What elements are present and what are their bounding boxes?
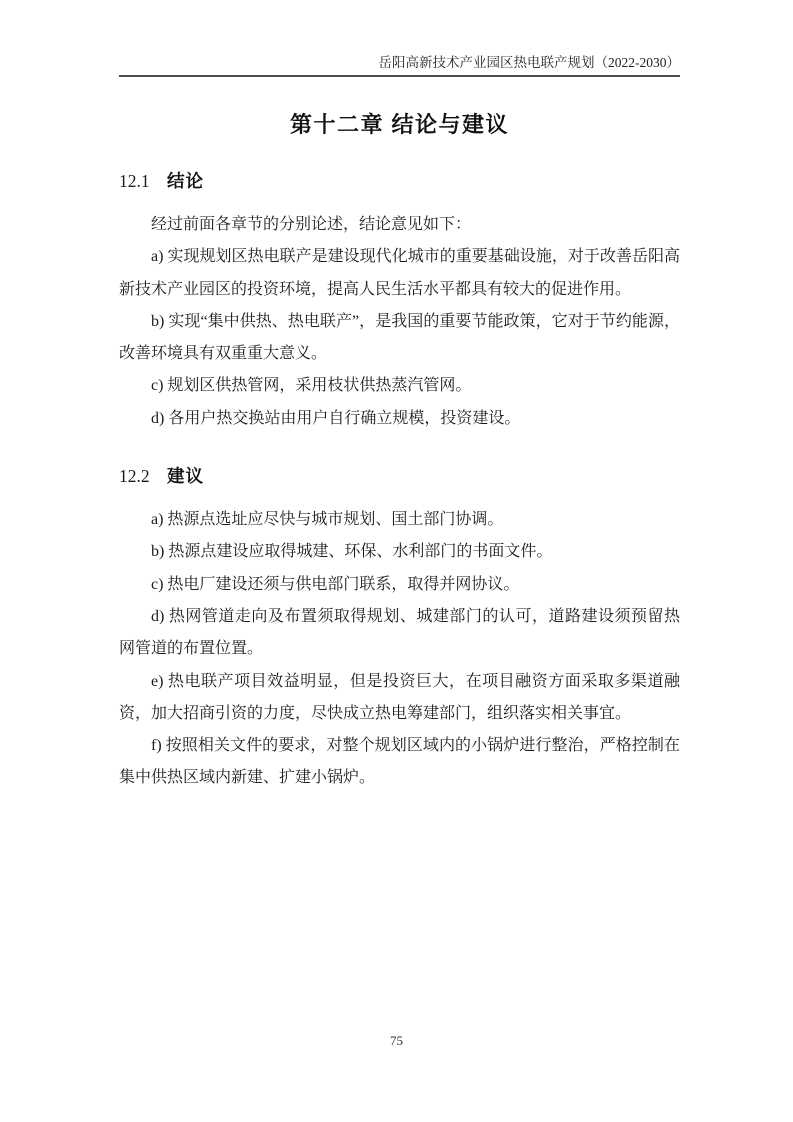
section-heading-12-2 [119,464,680,488]
section-number: 12.1 [119,171,150,191]
paragraph-b: b) 热源点建设应取得城建、环保、水利部门的书面文件。 [151,543,553,561]
paragraph-a: a) 实现规划区热电联产是建设现代化城市的重要基础设施，对于改善岳阳高新技术产业园区的投资环境，提高人民生活水平都具有较大的促进作用。 [119,248,680,298]
chapter-title: 第十二章 结论与建议 [289,112,510,137]
page-footer [0,1033,793,1049]
paragraph-b: b) 实现“集中供热、热电联产”，是我国的重要节能政策，它对于节约能源，改善环境具有双重重大意义。 [119,312,680,363]
paragraph-a: a) 热源点选址应尽快与城市规划、国土部门协调。 [151,511,504,529]
section-recommendations [119,464,680,795]
paragraph-d: d) 各用户热交换站由用户自行确立规模，投资建设。 [151,409,521,427]
paragraph-f: f) 按照相关文件的要求，对整个规划区域内的小锅炉进行整治，严格控制在集中供热区域内新建、扩建小锅炉。 [119,737,680,787]
paragraph-c: c) 规划区供热管网，采用枝状供热蒸汽管网。 [151,377,472,395]
section-title: 建议 [167,466,204,487]
section-heading-12-1 [119,169,680,193]
section-title: 结论 [167,171,204,191]
paragraph-c: c) 热电厂建设还须与供电部门联系，取得并网协议。 [151,575,520,593]
paragraph-intro: 经过前面各章节的分别论述，结论意见如下： [151,216,472,233]
section-number: 12.2 [119,466,150,487]
page-number: 75 [390,1033,403,1048]
paragraph-d: d) 热网管道走向及布置须取得规划、城建部门的认可，道路建设须预留热网管道的布置位置。 [119,607,680,658]
header-title: 岳阳高新技术产业园区热电联产规划（2022-2030） [378,55,680,70]
section-conclusions [119,169,680,435]
paragraph-e: e) 热电联产项目效益明显，但是投资巨大，在项目融资方面采取多渠道融资，加大招商引资的力度，尽快成立热电筹建部门，组织落实相关事宜。 [119,672,680,722]
page-header [119,54,680,77]
